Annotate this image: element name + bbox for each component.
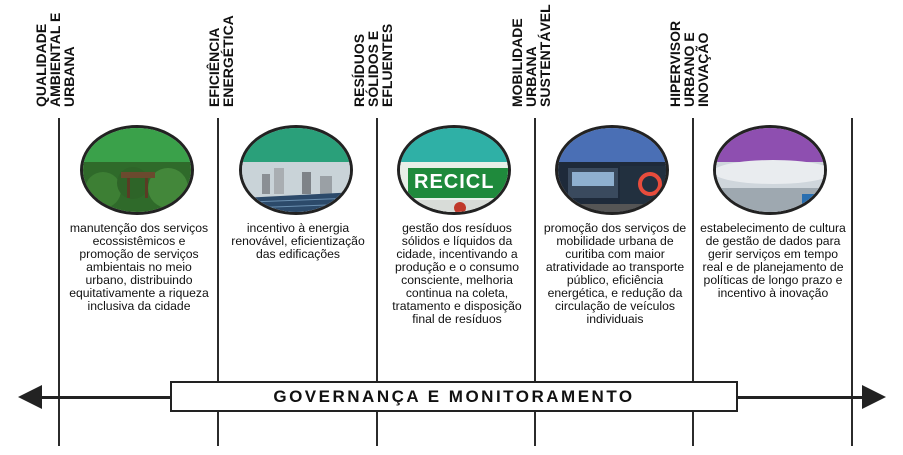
- arrow-right-icon: [862, 385, 886, 409]
- photo-forest: [80, 125, 194, 215]
- column-title-residuos: RESÍDUOS SÓLIDOS E EFLUENTES: [351, 23, 395, 107]
- column-description-mobilidade: promoção dos serviços de mobilidade urbana de curitiba com maior atratividade ao transporte público, eficiência energética, e redução da circulação de veículos individuais: [543, 221, 687, 326]
- column-description-eficiencia: incentivo à energia renovável, eficientização das edificações: [231, 221, 365, 261]
- column-description-hipervisor: estabelecimento de cultura de gestão de dados para gerir serviços em tempo real e de planejamento de políticas de longo prazo e incentivo à inovação: [700, 221, 846, 300]
- column-title-eficiencia: EFICIÊNCIA ENERGÉTICA: [206, 15, 236, 107]
- recycling-sign-text: RECICL: [414, 171, 495, 193]
- arrow-left-icon: [18, 385, 42, 409]
- governance-banner: [170, 381, 738, 412]
- column-title-qualidade: QUALIDADE AMBIENTAL E URBANA: [33, 12, 77, 107]
- governance-label: GOVERNANÇA E MONITORAMENTO: [273, 386, 635, 406]
- photo-city-solar: [239, 125, 353, 215]
- photo-bus-station: [555, 125, 669, 215]
- column-title-hipervisor: HIPERVISOR URBANO E INOVAÇÃO: [667, 20, 711, 107]
- column-description-residuos: gestão dos resíduos sólidos e líquidos da cidade, incentivando a produção e o consumo consciente, melhoria continua na coleta, tratamento e disposição final de resíduos: [392, 221, 522, 326]
- column-title-mobilidade: MOBILIDADE URBANA SUSTENTÁVEL: [509, 4, 553, 107]
- photo-control-room: [713, 125, 827, 215]
- photo-recycling: [397, 125, 511, 215]
- column-description-qualidade: manutenção dos serviços ecossistêmicos e promoção de serviços ambientais no meio urbano, distribuindo equitativamente a riqueza inclusiva da cidade: [69, 221, 209, 313]
